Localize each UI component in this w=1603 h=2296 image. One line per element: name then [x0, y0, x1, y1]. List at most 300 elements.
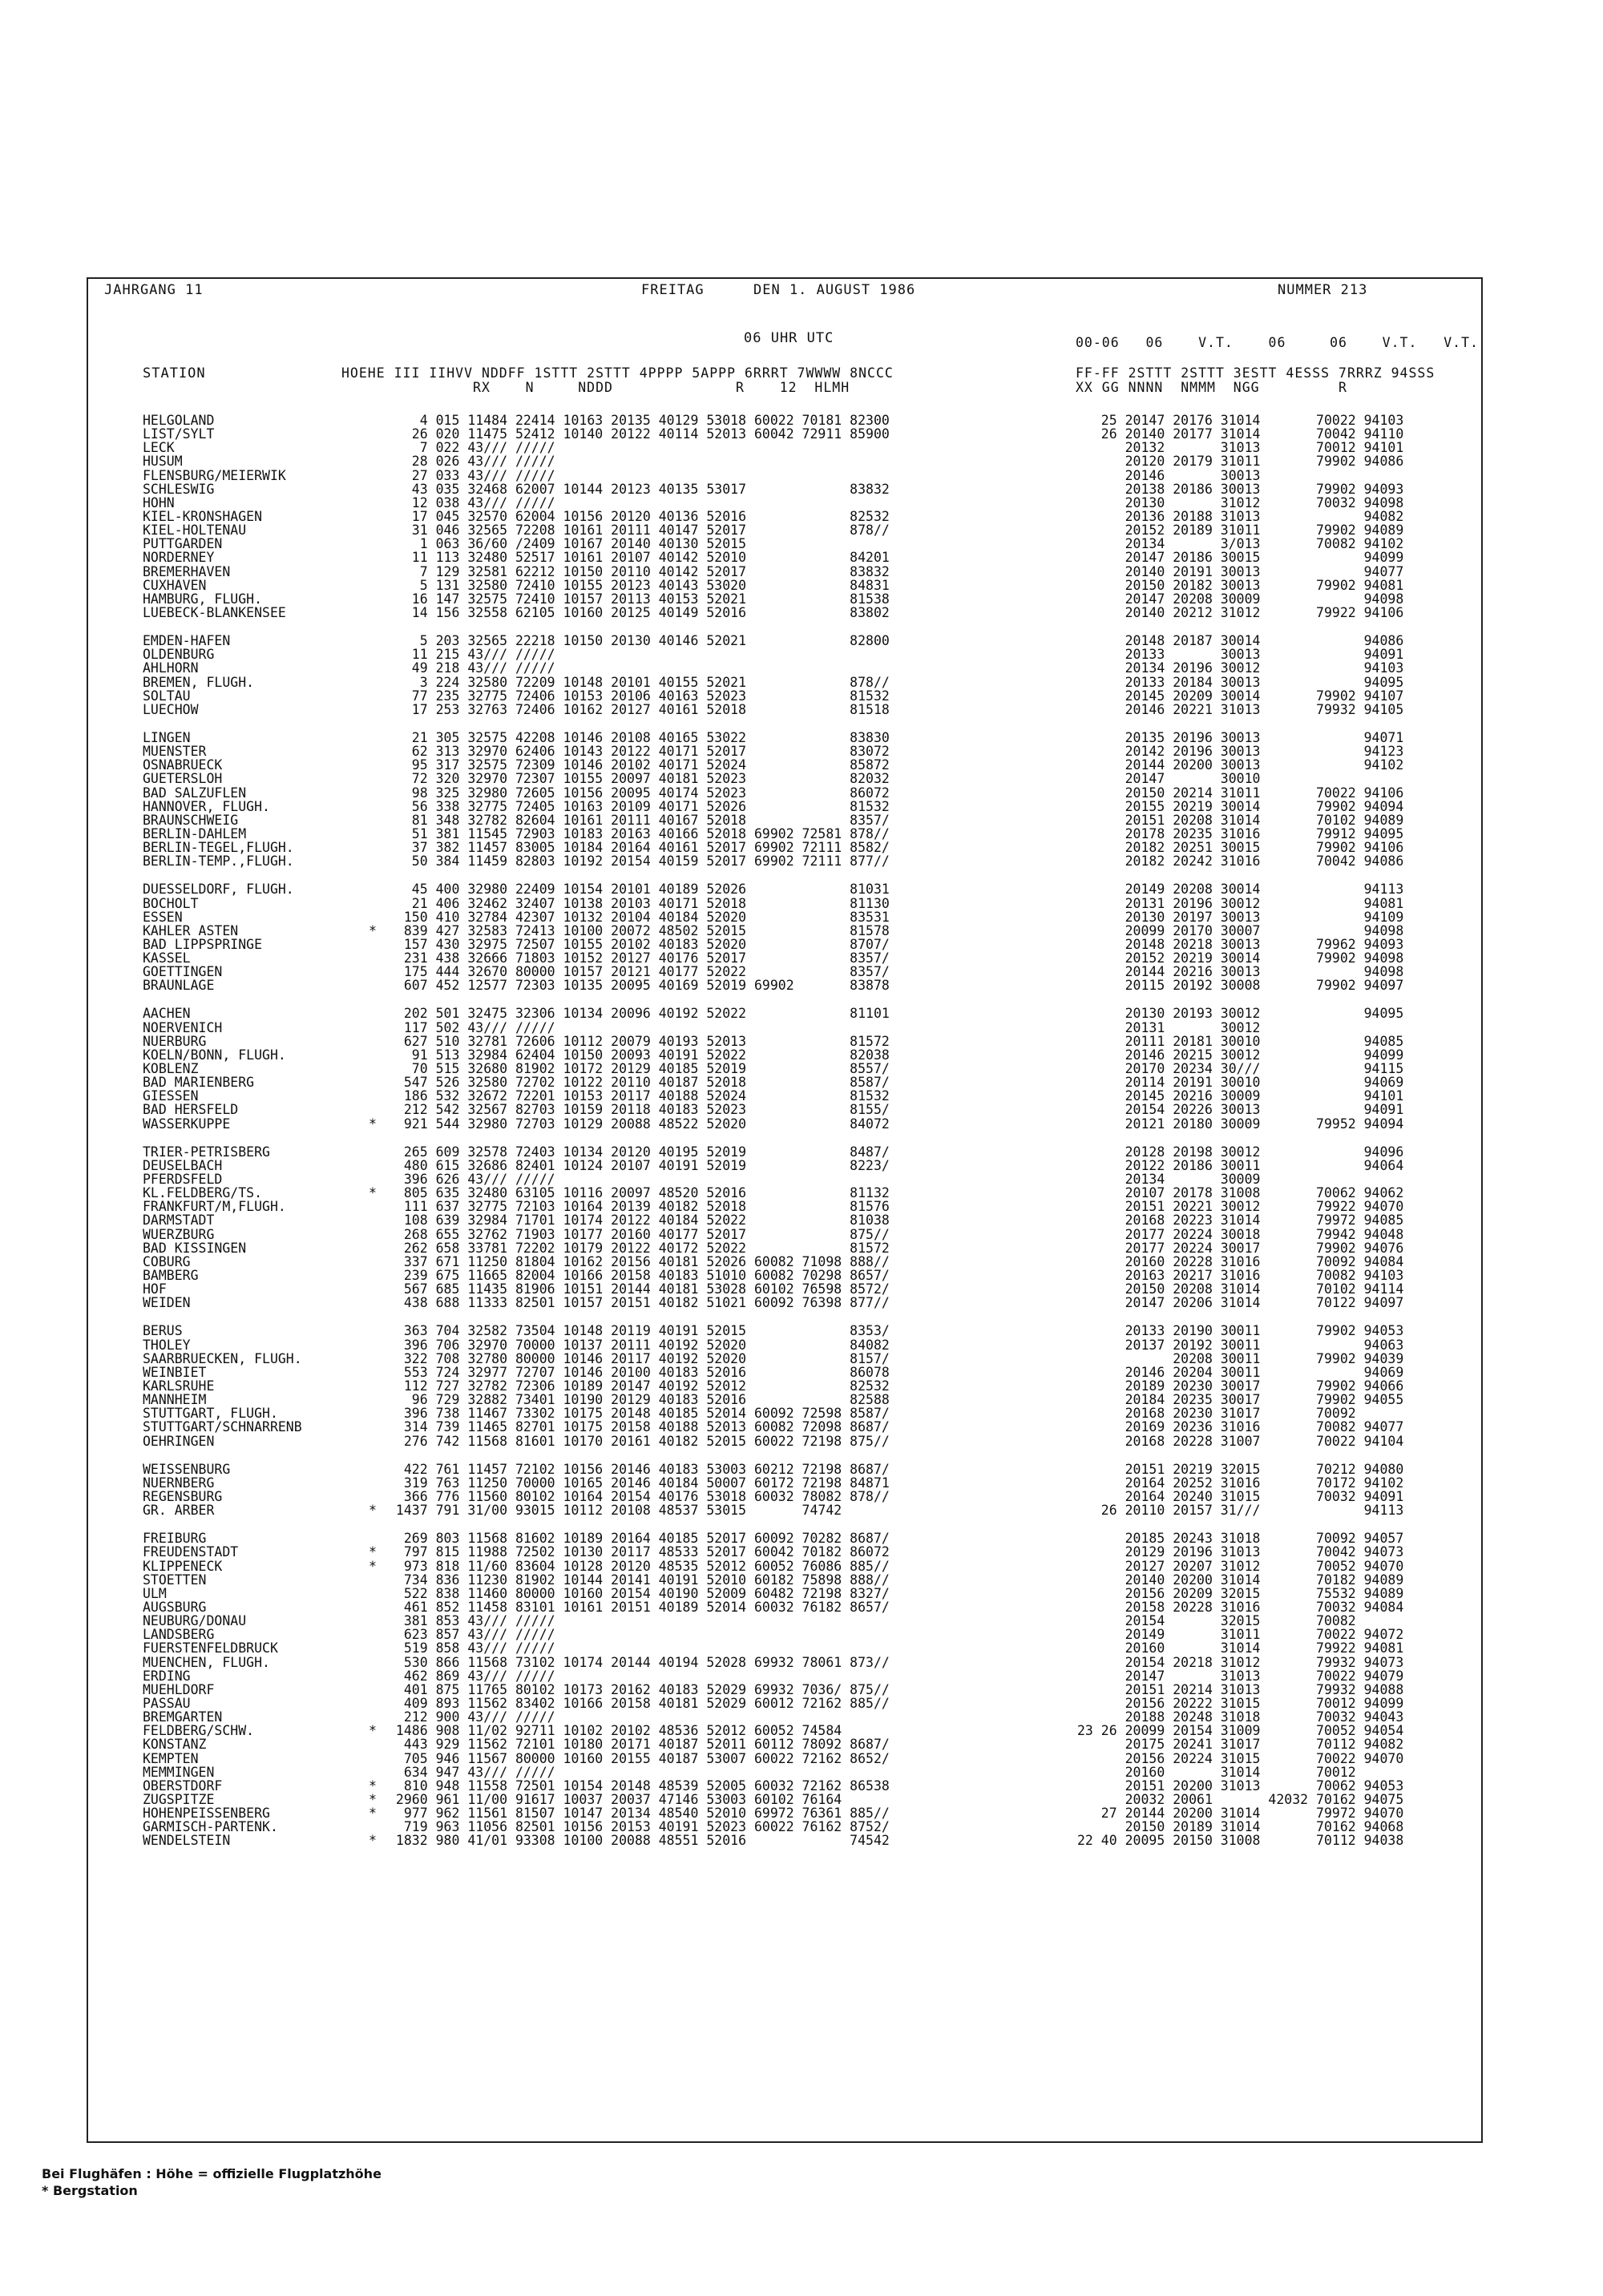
station-name: LUEBECK-BLANKENSEE: [143, 604, 286, 620]
synop-values-06utc: 81 348 32782 82604 10161 20111 40167 52018 8357/: [388, 812, 890, 828]
synop-values-06utc: 805 635 32480 63105 10116 20097 48520 52016 81132: [388, 1185, 890, 1201]
table-row: [51, 1573, 1430, 1587]
table-row: [51, 1628, 1430, 1641]
table-row: [51, 786, 1430, 800]
station-name: WEIDEN: [143, 1295, 191, 1311]
supplementary-values: 20133 20184 30013 94095: [1077, 674, 1404, 690]
station-name: WEISSENBURG: [143, 1461, 231, 1477]
synop-values-06utc: 186 532 32672 72201 10153 20117 40188 52024 81532: [388, 1088, 890, 1104]
supplementary-values: 20185 20243 31018 70092 94057: [1077, 1531, 1404, 1547]
station-name: KASSEL: [143, 950, 191, 966]
synop-values-06utc: 62 313 32970 62406 10143 20122 40171 52017 83072: [388, 744, 890, 760]
supplementary-values: 20134 30009: [1077, 1172, 1261, 1188]
table-row: [51, 1683, 1430, 1697]
station-name: CUXHAVEN: [143, 577, 207, 593]
synop-values-06utc: 623 857 43/// /////: [388, 1627, 555, 1643]
station-name: AACHEN: [143, 1006, 191, 1022]
synop-values-06utc: 5 131 32580 72410 10155 20123 40143 53020 84831: [388, 577, 890, 593]
table-row: [51, 1587, 1430, 1600]
synop-values-06utc: 56 338 32775 72405 10163 20109 40171 52026 81532: [388, 798, 890, 814]
observation-time: 06 UHR UTC: [744, 330, 834, 346]
synop-values-06utc: 11 113 32480 52517 10161 20107 40142 52010 84201: [388, 550, 890, 566]
table-row: [51, 1117, 1430, 1131]
station-name: PFERDSFELD: [143, 1172, 223, 1188]
station-name: PASSAU: [143, 1695, 191, 1711]
station-name: HOHENPEISSENBERG: [143, 1806, 270, 1822]
mountain-station-marker: *: [369, 1791, 377, 1807]
table-row: [51, 1406, 1430, 1420]
synop-values-06utc: 11 215 43/// /////: [388, 647, 555, 663]
station-name: FRANKFURT/M,FLUGH.: [143, 1199, 286, 1215]
supplementary-values: 20099 20170 30007 94098: [1077, 922, 1404, 938]
synop-values-06utc: 522 838 11460 80000 10160 20154 40190 52009 60482 72198 8327/: [388, 1585, 890, 1601]
synop-values-06utc: 77 235 32775 72406 10153 20106 40163 52023 81532: [388, 688, 890, 704]
synop-values-06utc: 381 853 43/// /////: [388, 1613, 555, 1629]
supplementary-values: 20178 20235 31016 79912 94095: [1077, 825, 1404, 841]
table-row: [51, 1282, 1430, 1296]
supplementary-values: 20120 20179 31011 79902 94086: [1077, 454, 1404, 470]
table-row: [51, 565, 1430, 579]
synop-values-06utc: 973 818 11/60 83604 10128 20120 48535 52012 60052 76086 885//: [388, 1558, 890, 1574]
station-name: WEINBIET: [143, 1364, 207, 1380]
table-row: [51, 924, 1430, 938]
synop-values-06utc: 396 626 43/// /////: [388, 1172, 555, 1188]
table-row: [51, 634, 1430, 648]
group-separator: [51, 868, 1430, 882]
supplementary-values: 20184 20235 30017 79902 94055: [1077, 1392, 1404, 1408]
table-row: [51, 661, 1430, 675]
station-name: AUGSBURG: [143, 1599, 207, 1615]
table-row: [51, 703, 1430, 716]
station-name: DARMSTADT: [143, 1213, 215, 1229]
synop-values-06utc: 111 637 32775 72103 10164 20139 40182 52018 81576: [388, 1199, 890, 1215]
synop-values-06utc: 797 815 11988 72502 10130 20117 48533 52017 60042 70182 86072: [388, 1544, 890, 1560]
synop-values-06utc: 175 444 32670 80000 10157 20121 40177 52022 8357/: [388, 964, 890, 980]
table-row: [51, 454, 1430, 468]
supplementary-values: 20170 20234 30/// 94115: [1077, 1061, 1404, 1077]
table-row: [51, 1338, 1430, 1352]
station-name: HOF: [143, 1281, 167, 1297]
station-name: BAD SALZUFLEN: [143, 785, 247, 801]
table-row: [51, 676, 1430, 689]
station-name: PUTTGARDEN: [143, 536, 223, 552]
table-row: [51, 951, 1430, 965]
table-row: [51, 1186, 1430, 1200]
group-separator: [51, 1448, 1430, 1463]
table-row: [51, 965, 1430, 979]
station-name: KAHLER ASTEN: [143, 922, 239, 938]
station-name: MANNHEIM: [143, 1392, 207, 1408]
table-row: [51, 1089, 1430, 1103]
station-name: SAARBRUECKEN, FLUGH.: [143, 1350, 302, 1366]
table-row: [51, 1614, 1430, 1628]
supplementary-values: 20145 20216 30009 94101: [1077, 1088, 1404, 1104]
synop-values-06utc: 43 035 32468 62007 10144 20123 40135 53017 83832: [388, 481, 890, 497]
supplementary-values: 25 20147 20176 31014 70022 94103: [1077, 413, 1404, 428]
supplementary-values: 20128 20198 30012 94096: [1077, 1144, 1404, 1160]
table-row: [51, 496, 1430, 510]
station-name: BOCHOLT: [143, 895, 199, 911]
supplementary-values: 20114 20191 30010 94069: [1077, 1075, 1404, 1091]
supplementary-values: 20151 20221 30012 79922 94070: [1077, 1199, 1404, 1215]
synop-values-06utc: 157 430 32975 72507 10155 20102 40183 52020 8707/: [388, 936, 890, 952]
station-name: BAD MARIENBERG: [143, 1075, 255, 1091]
supplementary-values: 20121 20180 30009 79952 94094: [1077, 1116, 1404, 1132]
synop-values-06utc: 337 671 11250 81804 10162 20156 40181 52026 60082 71098 888//: [388, 1253, 890, 1269]
supplementary-values: 20111 20181 30010 94085: [1077, 1033, 1404, 1049]
group-separator: [51, 716, 1430, 731]
station-name: LANDSBERG: [143, 1627, 215, 1643]
synop-values-06utc: 108 639 32984 71701 10174 20122 40184 52022 81038: [388, 1213, 890, 1229]
table-row: [51, 1490, 1430, 1503]
supplementary-values: 20129 20196 31013 70042 94073: [1077, 1544, 1404, 1560]
group-separator: [51, 1517, 1430, 1531]
station-name: BERLIN-TEGEL,FLUGH.: [143, 840, 294, 856]
volume-label: JAHRGANG 11: [104, 282, 204, 298]
station-name: MUENSTER: [143, 744, 207, 760]
station-name: BAMBERG: [143, 1268, 199, 1284]
synop-values-06utc: 37 382 11457 83005 10184 20164 40161 52017 69902 72111 8582/: [388, 840, 890, 856]
station-name: LUECHOW: [143, 701, 199, 717]
supplementary-values: 20140 20200 31014 70182 94089: [1077, 1572, 1404, 1588]
station-name: WASSERKUPPE: [143, 1116, 231, 1132]
supplementary-values: 20145 20209 30014 79902 94107: [1077, 688, 1404, 704]
table-row: [51, 1463, 1430, 1476]
supplementary-values: 20131 20196 30012 94081: [1077, 895, 1404, 911]
supplementary-values: 20155 20219 30014 79902 94094: [1077, 798, 1404, 814]
station-name: NOERVENICH: [143, 1019, 223, 1035]
left-column-codes-2: RX N NDDD R 12 HLMH: [341, 380, 850, 395]
supplementary-values: 20134 20196 30012 94103: [1077, 660, 1404, 676]
supplementary-values: 20132 31013 70012 94101: [1077, 440, 1404, 456]
synop-values-06utc: 112 727 32782 72306 10189 20147 40192 52012 82532: [388, 1378, 890, 1394]
table-row: [51, 1503, 1430, 1517]
supplementary-values: 20146 20221 31013 79932 94105: [1077, 701, 1404, 717]
weekday-label: FREITAG: [641, 282, 705, 298]
station-name: OSNABRUECK: [143, 757, 223, 773]
supplementary-values: 20168 20228 31007 70022 94104: [1077, 1433, 1404, 1449]
table-row: [51, 854, 1430, 868]
table-row: [51, 551, 1430, 564]
station-name: FREIBURG: [143, 1531, 207, 1547]
synop-values-06utc: 265 609 32578 72403 10134 20120 40195 52019 8487/: [388, 1144, 890, 1160]
synop-values-06utc: 363 704 32582 73504 10148 20119 40191 52015 8353/: [388, 1323, 890, 1339]
station-name: KEMPTEN: [143, 1750, 199, 1766]
supplementary-values: 20142 20196 30013 94123: [1077, 744, 1404, 760]
right-column-codes: FF-FF 2STTT 2STTT 3ESTT 4ESSS 7RRRZ 94SSS: [1076, 365, 1435, 381]
synop-values-06utc: 719 963 11056 82501 10156 20153 40191 52023 60022 76162 8752/: [388, 1819, 890, 1835]
supplementary-values: 20164 20252 31016 70172 94102: [1077, 1475, 1404, 1491]
mountain-station-marker: *: [369, 1558, 377, 1574]
synop-values-06utc: 634 947 43/// /////: [388, 1764, 555, 1780]
supplementary-values: 20163 20217 31016 70082 94103: [1077, 1268, 1404, 1284]
station-name: GIESSEN: [143, 1088, 199, 1104]
synop-values-06utc: 98 325 32980 72605 10156 20095 40174 52023 86072: [388, 785, 890, 801]
table-row: [51, 1352, 1430, 1366]
synop-values-06utc: 921 544 32980 72703 10129 20088 48522 52020 84072: [388, 1116, 890, 1132]
synop-values-06utc: 91 513 32984 62404 10150 20093 40191 52022 82038: [388, 1047, 890, 1063]
supplementary-values: 26 20110 20157 31/// 94113: [1077, 1503, 1404, 1519]
station-name: COBURG: [143, 1253, 191, 1269]
mountain-station-marker: *: [369, 1833, 377, 1849]
supplementary-values: 20151 20200 31013 70062 94053: [1077, 1777, 1404, 1794]
supplementary-values: 20032 20061 42032 70162 94075: [1077, 1791, 1404, 1807]
table-row: [51, 731, 1430, 744]
supplementary-values: 20148 20187 30014 94086: [1077, 633, 1404, 649]
station-name: OBERSTDORF: [143, 1777, 223, 1794]
mountain-station-marker: *: [369, 1777, 377, 1794]
supplementary-values: 23 26 20099 20154 31009 70052 94054: [1077, 1723, 1404, 1739]
supplementary-values: 20122 20186 30011 94064: [1077, 1157, 1404, 1173]
mountain-station-marker: *: [369, 1806, 377, 1822]
table-row: [51, 910, 1430, 924]
table-row: [51, 1172, 1430, 1186]
supplementary-values: 20147 31013 70022 94079: [1077, 1668, 1404, 1684]
supplementary-values: 20130 20197 30013 94109: [1077, 909, 1404, 925]
supplementary-values: 20160 20228 31016 70092 94084: [1077, 1253, 1404, 1269]
synop-values-06utc: 401 875 11765 80102 10173 20162 40183 52029 69932 7036/ 875//: [388, 1681, 890, 1697]
table-row: [51, 1806, 1430, 1820]
table-row: [51, 1241, 1430, 1255]
synop-values-06utc: 262 658 33781 72202 10179 20122 40172 52022 81572: [388, 1240, 890, 1256]
table-row: [51, 1641, 1430, 1655]
station-name: KL.FELDBERG/TS.: [143, 1185, 263, 1201]
synop-values-06utc: 1437 791 31/00 93015 10112 20108 48537 53015 74742: [388, 1503, 842, 1519]
supplementary-values: 20140 20191 30013 94077: [1077, 563, 1404, 579]
synop-values-06utc: 409 893 11562 83402 10166 20158 40181 52029 60012 72162 885//: [388, 1695, 890, 1711]
table-row: [51, 1600, 1430, 1614]
station-name: KOELN/BONN, FLUGH.: [143, 1047, 286, 1063]
right-block-title: 00-06 06 V.T. 06 06 V.T. V.T.: [1076, 335, 1479, 350]
station-name: BRAUNSCHWEIG: [143, 812, 239, 828]
supplementary-values: 20160 31014 70012: [1077, 1764, 1356, 1780]
table-row: [51, 414, 1430, 427]
supplementary-values: 20115 20192 30008 79902 94097: [1077, 978, 1404, 994]
station-name: NUERNBERG: [143, 1475, 215, 1491]
supplementary-values: 20150 20214 31011 70022 94106: [1077, 785, 1404, 801]
supplementary-values: 20130 20193 30012 94095: [1077, 1006, 1404, 1022]
supplementary-values: 20131 30012: [1077, 1019, 1261, 1035]
synop-values-06utc: 547 526 32580 72702 10122 20110 40187 52018 8587/: [388, 1075, 890, 1091]
station-name: THOLEY: [143, 1337, 191, 1353]
table-row: [51, 1269, 1430, 1282]
table-row: [51, 1765, 1430, 1779]
synop-values-06utc: 231 438 32666 71803 10152 20127 40176 52017 8357/: [388, 950, 890, 966]
synop-values-06utc: 16 147 32575 72410 10157 20113 40153 52021 81538: [388, 591, 890, 607]
table-row: [51, 1145, 1430, 1159]
station-name: TRIER-PETRISBERG: [143, 1144, 270, 1160]
group-separator: [51, 992, 1430, 1007]
supplementary-values: 20150 20182 30013 79902 94081: [1077, 577, 1404, 593]
station-name: NORDERNEY: [143, 550, 215, 566]
station-name: FUERSTENFELDBRUCK: [143, 1640, 278, 1656]
synop-values-06utc: 239 675 11665 82004 10166 20158 40183 51010 60082 70298 8657/: [388, 1268, 890, 1284]
table-row: [51, 1200, 1430, 1213]
supplementary-values: 20138 20186 30013 79902 94093: [1077, 481, 1404, 497]
synop-values-06utc: 70 515 32680 81902 10172 20129 40185 52019 8557/: [388, 1061, 890, 1077]
station-name: MEMMINGEN: [143, 1764, 215, 1780]
mountain-station-marker: *: [369, 1185, 377, 1201]
table-row: [51, 1075, 1430, 1089]
supplementary-values: 20136 20188 31013 94082: [1077, 508, 1404, 524]
station-name: BERLIN-DAHLEM: [143, 825, 247, 841]
supplementary-values: 20154 20226 30013 94091: [1077, 1102, 1404, 1118]
synop-values-06utc: 269 803 11568 81602 10189 20164 40185 52017 60092 70282 8687/: [388, 1531, 890, 1547]
table-row: [51, 1669, 1430, 1683]
synop-values-06utc: 28 026 43/// /////: [388, 454, 555, 470]
synop-values-06utc: 4 015 11484 22414 10163 20135 40129 53018 60022 70181 82300: [388, 413, 890, 428]
station-name: WENDELSTEIN: [143, 1833, 231, 1849]
synop-values-06utc: 553 724 32977 72707 10146 20100 40183 52016 86078: [388, 1364, 890, 1380]
table-row: [51, 1820, 1430, 1834]
synop-values-06utc: 1 063 36/60 /2409 10167 20140 40130 52015: [388, 536, 747, 552]
table-row: [51, 813, 1430, 827]
station-name: KONSTANZ: [143, 1737, 207, 1753]
table-row: [51, 427, 1430, 441]
station-name: HUSUM: [143, 454, 183, 470]
synop-values-06utc: 26 020 11475 52412 10140 20122 40114 52013 60042 72911 85900: [388, 426, 890, 442]
table-row: [51, 523, 1430, 537]
supplementary-values: 20107 20178 31008 70062 94062: [1077, 1185, 1404, 1201]
supplementary-values: 20168 20230 31017 70092: [1077, 1406, 1356, 1422]
synop-values-06utc: 1486 908 11/02 92711 10102 20102 48536 52012 60052 74584: [388, 1723, 842, 1739]
station-name: GUETERSLOH: [143, 771, 223, 787]
table-row: [51, 469, 1430, 482]
supplementary-values: 20133 30013 94091: [1077, 647, 1404, 663]
group-separator: [51, 1309, 1430, 1324]
station-name: HANNOVER, FLUGH.: [143, 798, 270, 814]
table-row: [51, 897, 1430, 910]
synop-values-06utc: 5 203 32565 22218 10150 20130 40146 52021 82800: [388, 633, 890, 649]
right-column-codes-2: XX GG NNNN NMMM NGG R: [1076, 380, 1347, 395]
supplementary-values: 20144 20216 30013 94098: [1077, 964, 1404, 980]
table-row: [51, 1379, 1430, 1393]
supplementary-values: 20146 20215 30012 94099: [1077, 1047, 1404, 1063]
station-name: NUERBURG: [143, 1033, 207, 1049]
table-row: [51, 1007, 1430, 1020]
supplementary-values: 20164 20240 31015 70032 94091: [1077, 1488, 1404, 1504]
station-name: SCHLESWIG: [143, 481, 215, 497]
station-name: WUERZBURG: [143, 1226, 215, 1242]
synop-values-06utc: 202 501 32475 32306 10134 20096 40192 52022 81101: [388, 1006, 890, 1022]
table-row: [51, 648, 1430, 661]
supplementary-values: 20189 20230 30017 79902 94066: [1077, 1378, 1404, 1394]
station-name: BAD LIPPSPRINGE: [143, 936, 263, 952]
synop-values-06utc: 480 615 32686 82401 10124 20107 40191 52019 8223/: [388, 1157, 890, 1173]
synop-values-06utc: 396 738 11467 73302 10175 20148 40185 52014 60092 72598 8587/: [388, 1406, 890, 1422]
table-row: [51, 482, 1430, 496]
table-row: [51, 1255, 1430, 1269]
station-name: KIEL-KRONSHAGEN: [143, 508, 263, 524]
station-name: LIST/SYLT: [143, 426, 215, 442]
table-row: [51, 537, 1430, 551]
supplementary-values: 20168 20223 31014 79972 94085: [1077, 1213, 1404, 1229]
synop-values-06utc: 276 742 11568 81601 10170 20161 40182 52015 60022 72198 875//: [388, 1433, 890, 1449]
table-row: [51, 1366, 1430, 1379]
table-row: [51, 1737, 1430, 1751]
station-name: NEUBURG/DONAU: [143, 1613, 247, 1629]
station-name: OLDENBURG: [143, 647, 215, 663]
supplementary-values: 20147 20206 31014 70122 94097: [1077, 1295, 1404, 1311]
supplementary-values: 20160 31014 79922 94081: [1077, 1640, 1404, 1656]
station-name: ULM: [143, 1585, 167, 1601]
left-column-codes: HOEHE III IIHVV NDDFF 1STTT 2STTT 4PPPP 5APPP 6RRRT 7WWWW 8NCCC: [341, 365, 894, 381]
table-row: [51, 1656, 1430, 1669]
table-row: [51, 1048, 1430, 1062]
station-name: BREMERHAVEN: [143, 563, 231, 579]
synop-values-06utc: 7 022 43/// /////: [388, 440, 555, 456]
synop-values-06utc: 314 739 11465 82701 10175 20158 40188 52013 60082 72098 8687/: [388, 1419, 890, 1435]
station-name: REGENSBURG: [143, 1488, 223, 1504]
table-row: [51, 1724, 1430, 1737]
station-name: GR. ARBER: [143, 1503, 215, 1519]
synop-values-06utc: 268 655 32762 71903 10177 20160 40177 52017 875//: [388, 1226, 890, 1242]
table-row: [51, 1213, 1430, 1227]
supplementary-values: 20154 32015 70082: [1077, 1613, 1356, 1629]
table-row: [51, 1793, 1430, 1806]
synop-values-06utc: 50 384 11459 82803 10192 20154 40159 52017 69902 72111 877//: [388, 853, 890, 870]
synop-values-06utc: 2960 961 11/00 91617 10037 20037 47146 53003 60102 76164: [388, 1791, 842, 1807]
supplementary-values: 20134 3/013 70082 94102: [1077, 536, 1404, 552]
supplementary-values: 20208 30011 79902 94039: [1077, 1350, 1404, 1366]
station-name: ERDING: [143, 1668, 191, 1684]
supplementary-values: 26 20140 20177 31014 70042 94110: [1077, 426, 1404, 442]
supplementary-values: 20151 20208 31014 70102 94089: [1077, 812, 1404, 828]
synop-values-06utc: 567 685 11435 81906 10151 20144 40181 53028 60102 76598 8572/: [388, 1281, 890, 1297]
synop-values-06utc: 322 708 32780 80000 10146 20117 40192 52020 8157/: [388, 1350, 890, 1366]
synop-values-06utc: 3 224 32580 72209 10148 20101 40155 52021 878//: [388, 674, 890, 690]
table-row: [51, 800, 1430, 813]
station-name: STOETTEN: [143, 1572, 207, 1588]
table-row: [51, 841, 1430, 854]
station-name: ZUGSPITZE: [143, 1791, 215, 1807]
station-name: STUTTGART/SCHNARRENB: [143, 1419, 302, 1435]
synop-values-06utc: 96 729 32882 73401 10190 20129 40183 52016 82588: [388, 1392, 890, 1408]
synop-values-06utc: 530 866 11568 73102 10174 20144 40194 52028 69932 78061 873//: [388, 1654, 890, 1670]
supplementary-values: 20177 20224 30018 79942 94048: [1077, 1226, 1404, 1242]
issue-number: NUMMER 213: [1278, 282, 1368, 298]
table-row: [51, 606, 1430, 619]
synop-values-06utc: 51 381 11545 72903 10183 20163 40166 52018 69902 72581 878//: [388, 825, 890, 841]
supplementary-values: 20151 20219 32015 70212 94080: [1077, 1461, 1404, 1477]
station-name: BERLIN-TEMP.,FLUGH.: [143, 853, 294, 870]
supplementary-values: 20151 20214 31013 79932 94088: [1077, 1681, 1404, 1697]
synop-values-06utc: 95 317 32575 72309 10146 20102 40171 52024 85872: [388, 757, 890, 773]
synop-values-06utc: 212 900 43/// /////: [388, 1709, 555, 1725]
station-name: AHLHORN: [143, 660, 199, 676]
table-row: [51, 1103, 1430, 1116]
table-row: [51, 689, 1430, 703]
synop-values-06utc: 396 706 32970 70000 10137 20111 40192 52020 84082: [388, 1337, 890, 1353]
supplementary-values: 20140 20212 31012 79922 94106: [1077, 604, 1404, 620]
station-name: GARMISCH-PARTENK.: [143, 1819, 278, 1835]
table-row: [51, 1560, 1430, 1573]
supplementary-values: 20152 20189 31011 79902 94089: [1077, 523, 1404, 539]
synop-values-06utc: 705 946 11567 80000 10160 20155 40187 53007 60022 72162 8652/: [388, 1750, 890, 1766]
table-row: [51, 579, 1430, 592]
group-separator: [51, 619, 1430, 634]
table-row: [51, 441, 1430, 454]
supplementary-values: 20156 20224 31015 70022 94070: [1077, 1750, 1404, 1766]
supplementary-values: 20135 20196 30013 94071: [1077, 729, 1404, 745]
synop-values-06utc: 366 776 11560 80102 10164 20154 40176 53018 60032 78082 878//: [388, 1488, 890, 1504]
synop-values-06utc: 12 038 43/// /////: [388, 494, 555, 510]
table-row: [51, 1710, 1430, 1724]
supplementary-values: 20182 20242 31016 70042 94086: [1077, 853, 1404, 870]
supplementary-values: 20147 20208 30009 94098: [1077, 591, 1404, 607]
table-row: [51, 1779, 1430, 1793]
synop-values-06utc: 72 320 32970 72307 10155 20097 40181 52023 82032: [388, 771, 890, 787]
